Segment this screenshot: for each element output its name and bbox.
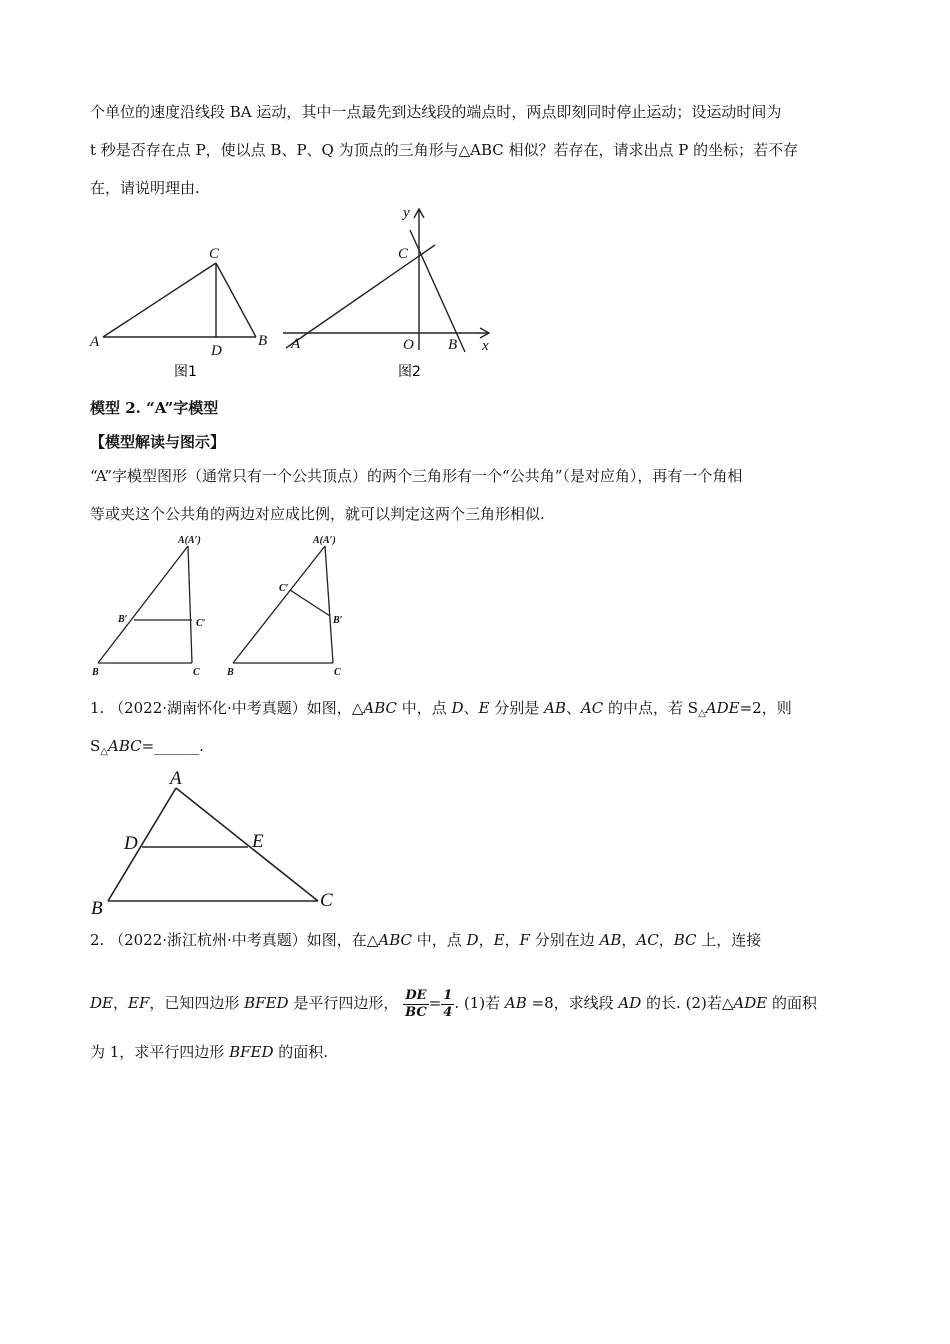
triangle-subscript: △ bbox=[100, 746, 108, 757]
intro-line-1: 个单位的速度沿线段 BA 运动，其中一点最先到达线段的端点时，两点即刻同时停止运动；设运动时间为 bbox=[90, 103, 782, 121]
equals-sign: = bbox=[428, 994, 442, 1012]
figure-2-caption: 图2 bbox=[398, 364, 421, 380]
fig2-label-o: O bbox=[403, 337, 414, 353]
triangle-symbol: △ bbox=[721, 994, 734, 1012]
model-desc-line-1: “A”字模型图形（通常只有一个公共顶点）的两个三角形有一个“公共角”（是对应角），再有一个角相 bbox=[90, 467, 743, 485]
right-label-c: C bbox=[334, 667, 341, 678]
q1-line-1 bbox=[90, 698, 870, 724]
q2-text: 是平行四边形， bbox=[288, 994, 399, 1012]
q2-abc: ABC bbox=[378, 931, 412, 949]
q1-label-e: E bbox=[252, 831, 264, 852]
q2-bfed-2: BFED bbox=[229, 1043, 274, 1061]
q1-s: S bbox=[90, 737, 101, 755]
figures-1-2 bbox=[0, 0, 950, 400]
fig2-label-b: B bbox=[448, 337, 458, 353]
q2-text: 中，点 bbox=[411, 931, 467, 949]
figure-1-caption: 图1 bbox=[174, 364, 197, 380]
left-label-a: A(A′) bbox=[178, 535, 201, 546]
q2-source: （2022·浙江杭州·中考真题）如图，在 bbox=[109, 931, 367, 949]
q2-bfed: BFED bbox=[244, 994, 289, 1012]
q1-text: 中，点 bbox=[396, 699, 452, 717]
q1-label-c: C bbox=[320, 890, 333, 911]
figure-2 bbox=[283, 209, 489, 352]
model-title: 模型 2. “A”字模型 bbox=[90, 399, 219, 417]
q1-ac: AC bbox=[580, 699, 604, 717]
q1-number: 1. bbox=[90, 699, 105, 717]
q2-text: 上，连接 bbox=[696, 931, 762, 949]
fig2-label-c: C bbox=[398, 246, 409, 262]
q2-text: 的面积. bbox=[273, 1043, 329, 1061]
q1-text: 的中点，若 S bbox=[603, 699, 699, 717]
q1-line-2 bbox=[90, 736, 870, 762]
q1-e: E bbox=[478, 699, 490, 717]
q2-ac: AC bbox=[636, 931, 659, 949]
fig1-label-d: D bbox=[211, 343, 222, 359]
q2-ef: EF bbox=[128, 994, 150, 1012]
q2-comma: ， bbox=[112, 994, 128, 1012]
q2-comma: ， bbox=[658, 931, 674, 949]
q2-text: . (1)若 bbox=[454, 994, 505, 1012]
left-label-b: B bbox=[92, 667, 99, 678]
fraction-denominator: BC bbox=[405, 1004, 427, 1020]
model-desc-line-2: 等或夹这个公共角的两边对应成比例，就可以判定这两个三角形相似. bbox=[90, 505, 545, 523]
right-label-b: B bbox=[227, 667, 234, 678]
q2-text: ，已知四边形 bbox=[149, 994, 245, 1012]
q2-ade: ADE bbox=[733, 994, 768, 1012]
q1-abc: ABC bbox=[363, 699, 397, 717]
q2-line-2 bbox=[90, 986, 870, 1021]
q2-comma: ， bbox=[621, 931, 637, 949]
q2-ad: AD bbox=[618, 994, 642, 1012]
fig2-label-x: x bbox=[482, 338, 489, 354]
q2-f: F bbox=[519, 931, 530, 949]
q2-line-1 bbox=[90, 930, 870, 950]
fraction-numerator: 1 bbox=[443, 987, 453, 1003]
q1-d: D bbox=[451, 699, 464, 717]
q2-d: D bbox=[466, 931, 479, 949]
intro-line-2: t 秒是否存在点 P，使以点 B、P、Q 为顶点的三角形与△ABC 相似？若存在，请求出点 P 的坐标；若不存 bbox=[90, 141, 799, 159]
q2-ab-eq: AB bbox=[504, 994, 527, 1012]
fraction-denominator: 4 bbox=[443, 1004, 453, 1020]
q1-sep: 、 bbox=[463, 699, 479, 717]
q2-text: 的长. (2)若 bbox=[641, 994, 722, 1012]
q1-abc-2: ABC bbox=[107, 737, 142, 755]
q2-ab: AB bbox=[599, 931, 622, 949]
q1-ab: AB bbox=[544, 699, 566, 717]
q2-e: E bbox=[493, 931, 505, 949]
triangle-symbol: △ bbox=[366, 931, 379, 949]
q2-bc: BC bbox=[673, 931, 697, 949]
q2-eq8: =8 bbox=[526, 994, 554, 1012]
q2-comma: ， bbox=[504, 931, 520, 949]
q1-answer-blank: =______. bbox=[141, 737, 204, 755]
triangle-subscript: △ bbox=[698, 708, 706, 719]
fig2-label-a: A bbox=[291, 336, 301, 352]
q1-source: （2022·湖南怀化·中考真题）如图， bbox=[109, 699, 352, 717]
q1-ade: ADE bbox=[705, 699, 740, 717]
left-label-c1: C′ bbox=[196, 618, 206, 629]
q2-text: 分别在边 bbox=[529, 931, 600, 949]
fig1-label-c: C bbox=[209, 246, 220, 262]
a-model-left bbox=[98, 546, 192, 663]
left-label-c: C bbox=[193, 667, 200, 678]
intro-line-3: 在，请说明理由. bbox=[90, 179, 200, 197]
a-model-diagrams bbox=[0, 530, 950, 690]
fraction-one-quarter bbox=[441, 988, 454, 1021]
q2-text: 的面积 bbox=[767, 994, 817, 1012]
right-label-c1: C′ bbox=[279, 583, 289, 594]
q2-text: 为 1，求平行四边形 bbox=[90, 1043, 230, 1061]
left-label-b1: B′ bbox=[118, 614, 128, 625]
q1-label-b: B bbox=[91, 898, 103, 919]
right-label-b1: B′ bbox=[333, 615, 343, 626]
q2-number: 2. bbox=[90, 931, 105, 949]
q1-text: 分别是 bbox=[489, 699, 545, 717]
figure-1 bbox=[103, 263, 256, 337]
q2-comma: ， bbox=[478, 931, 494, 949]
q1-label-a: A bbox=[170, 768, 182, 789]
a-model-right bbox=[233, 546, 333, 663]
fraction-numerator: DE bbox=[403, 988, 429, 1005]
triangle-symbol: △ bbox=[351, 699, 364, 717]
q2-line-3 bbox=[90, 1042, 870, 1062]
fraction-de-bc bbox=[403, 988, 429, 1021]
model-section-heading: 【模型解读与图示】 bbox=[90, 433, 226, 451]
q1-text: =2，则 bbox=[739, 699, 792, 717]
q2-text: ，求线段 bbox=[553, 994, 619, 1012]
q1-figure bbox=[0, 760, 950, 920]
fig2-label-y: y bbox=[403, 205, 410, 221]
q2-de: DE bbox=[90, 994, 113, 1012]
right-label-a: A(A′) bbox=[313, 535, 336, 546]
fig1-label-a: A bbox=[90, 334, 100, 350]
q1-label-d: D bbox=[124, 833, 138, 854]
q1-sep: 、 bbox=[565, 699, 581, 717]
fig1-label-b: B bbox=[258, 333, 268, 349]
